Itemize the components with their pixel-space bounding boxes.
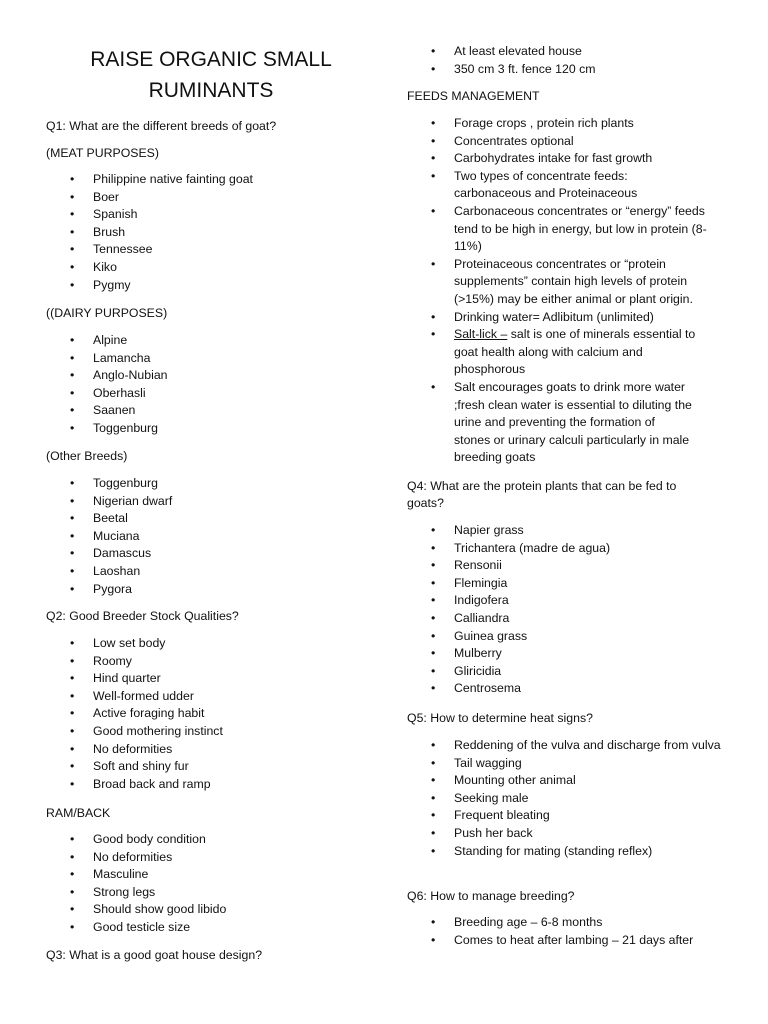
q2-label: Q2: bbox=[46, 609, 66, 623]
breeder-doe-list bbox=[46, 635, 223, 793]
list-item: • Damascus bbox=[46, 545, 172, 563]
list-item: • Active foraging habit bbox=[46, 705, 223, 723]
list-item: • Reddening of the vulva and discharge from vulva bbox=[407, 737, 724, 755]
list-item: • Good testicle size bbox=[46, 919, 226, 937]
list-item: • Toggenburg bbox=[46, 420, 168, 438]
list-item: • Flemingia bbox=[407, 575, 610, 593]
list-item: • Broad back and ramp bbox=[46, 776, 223, 794]
list-item: • Rensonii bbox=[407, 557, 610, 575]
q4-label: Q4: bbox=[407, 479, 427, 493]
q5-label: Q5: bbox=[407, 711, 427, 725]
list-item: • Oberhasli bbox=[46, 385, 168, 403]
q3-question bbox=[46, 947, 262, 964]
list-item: • Toggenburg bbox=[46, 475, 172, 493]
q1-text: What are the different breeds of goat? bbox=[69, 119, 277, 133]
list-item: • Mulberry bbox=[407, 645, 610, 663]
list-item: • Carbonaceous concentrates or “energy” feeds tend to be high in energy, but low in protein (8-11%) bbox=[407, 203, 726, 256]
q5-text: How to determine heat signs? bbox=[430, 711, 593, 725]
other-breeds-heading: (Other Breeds) bbox=[46, 449, 128, 463]
list-item: • Indigofera bbox=[407, 592, 610, 610]
list-item: • Salt encourages goats to drink more water ;fresh clean water is essential to diluting the urine and preventing the formation of stones or urinary calculi particularly in male breeding goats bbox=[407, 379, 694, 467]
list-item bbox=[407, 326, 716, 379]
list-item: • Spanish bbox=[46, 206, 253, 224]
dairy-heading: ((DAIRY PURPOSES) bbox=[46, 306, 168, 320]
list-item: • Soft and shiny fur bbox=[46, 758, 223, 776]
list-item: • Seeking male bbox=[407, 790, 737, 808]
list-item: • Boer bbox=[46, 189, 253, 207]
list-item: • Nigerian dwarf bbox=[46, 493, 172, 511]
q1-label: Q1: bbox=[46, 119, 66, 133]
list-item: • Strong legs bbox=[46, 884, 226, 902]
q6-label: Q6: bbox=[407, 889, 427, 903]
ram-list bbox=[46, 831, 226, 937]
list-item: • Masculine bbox=[46, 866, 226, 884]
salt-lick-term: Salt-lick – bbox=[454, 327, 508, 342]
list-item: • Pygmy bbox=[46, 277, 253, 295]
q2-question bbox=[46, 608, 239, 625]
page-title: RAISE ORGANIC SMALL RUMINANTS bbox=[90, 48, 332, 102]
salt-lick-text: salt is one of minerals essential to goat health along with calcium and phosphorous bbox=[454, 327, 696, 377]
q5-question bbox=[407, 710, 593, 727]
breeding-list bbox=[407, 914, 693, 949]
list-item: • Drinking water= Adlibitum (unlimited) bbox=[407, 309, 737, 327]
list-item: • Standing for mating (standing reflex) bbox=[407, 843, 737, 861]
feeds-heading: FEEDS MANAGEMENT bbox=[407, 89, 540, 103]
list-item: • No deformities bbox=[46, 849, 226, 867]
list-item: • Hind quarter bbox=[46, 670, 223, 688]
meat-breeds-list bbox=[46, 171, 253, 294]
house-design-list bbox=[407, 43, 596, 78]
list-item: • Two types of concentrate feeds: carbonaceous and Proteinaceous bbox=[407, 168, 674, 203]
list-item: • Should show good libido bbox=[46, 901, 226, 919]
list-item: • Kiko bbox=[46, 259, 253, 277]
list-item: • Muciana bbox=[46, 528, 172, 546]
list-item: • Trichantera (madre de agua) bbox=[407, 540, 610, 558]
q3-label: Q3: bbox=[46, 948, 66, 962]
list-item: • At least elevated house bbox=[407, 43, 596, 61]
list-item: • Push her back bbox=[407, 825, 737, 843]
other-breeds-list bbox=[46, 475, 172, 598]
list-item: • No deformities bbox=[46, 741, 223, 759]
list-item: • Proteinaceous concentrates or “protein supplements” contain high levels of protein (>15%) may be either animal or plant origin. bbox=[407, 256, 714, 309]
list-item: • Pygora bbox=[46, 581, 172, 599]
list-item: • Well-formed udder bbox=[46, 688, 223, 706]
list-item: • Lamancha bbox=[46, 350, 168, 368]
list-item: • Forage crops , protein rich plants bbox=[407, 115, 737, 133]
list-item: • Calliandra bbox=[407, 610, 610, 628]
list-item: • Low set body bbox=[46, 635, 223, 653]
list-item: • Philippine native fainting goat bbox=[46, 171, 253, 189]
list-item: • Frequent bleating bbox=[407, 807, 737, 825]
list-item: • Laoshan bbox=[46, 563, 172, 581]
dairy-breeds-list bbox=[46, 332, 168, 438]
q2-text: Good Breeder Stock Qualities? bbox=[69, 609, 239, 623]
list-item: • Alpine bbox=[46, 332, 168, 350]
list-item: • Carbohydrates intake for fast growth bbox=[407, 150, 737, 168]
meat-heading: (MEAT PURPOSES) bbox=[46, 146, 159, 160]
ram-heading: RAM/BACK bbox=[46, 806, 111, 820]
list-item: • Beetal bbox=[46, 510, 172, 528]
heat-signs-list bbox=[407, 737, 737, 860]
q4-text: What are the protein plants that can be fed to goats? bbox=[407, 479, 677, 510]
feeds-list bbox=[407, 115, 737, 467]
list-item: • Centrosema bbox=[407, 680, 610, 698]
list-item: • Comes to heat after lambing – 21 days after bbox=[407, 932, 693, 950]
protein-plants-list bbox=[407, 522, 610, 698]
list-item: • Guinea grass bbox=[407, 628, 610, 646]
q1-question bbox=[46, 118, 276, 135]
list-item: • 350 cm 3 ft. fence 120 cm bbox=[407, 61, 596, 79]
list-item: • Roomy bbox=[46, 653, 223, 671]
q3-text: What is a good goat house design? bbox=[69, 948, 263, 962]
list-item: • Napier grass bbox=[407, 522, 610, 540]
list-item: • Concentrates optional bbox=[407, 133, 737, 151]
list-item: • Brush bbox=[46, 224, 253, 242]
list-item: • Gliricidia bbox=[407, 663, 610, 681]
q6-question bbox=[407, 888, 575, 905]
list-item: • Saanen bbox=[46, 402, 168, 420]
q4-question bbox=[407, 478, 707, 512]
list-item: • Breeding age – 6-8 months bbox=[407, 914, 693, 932]
list-item: • Mounting other animal bbox=[407, 772, 737, 790]
list-item: • Tail wagging bbox=[407, 755, 737, 773]
list-item: • Anglo-Nubian bbox=[46, 367, 168, 385]
q6-text: How to manage breeding? bbox=[430, 889, 575, 903]
list-item: • Tennessee bbox=[46, 241, 253, 259]
list-item: • Good body condition bbox=[46, 831, 226, 849]
list-item: • Good mothering instinct bbox=[46, 723, 223, 741]
